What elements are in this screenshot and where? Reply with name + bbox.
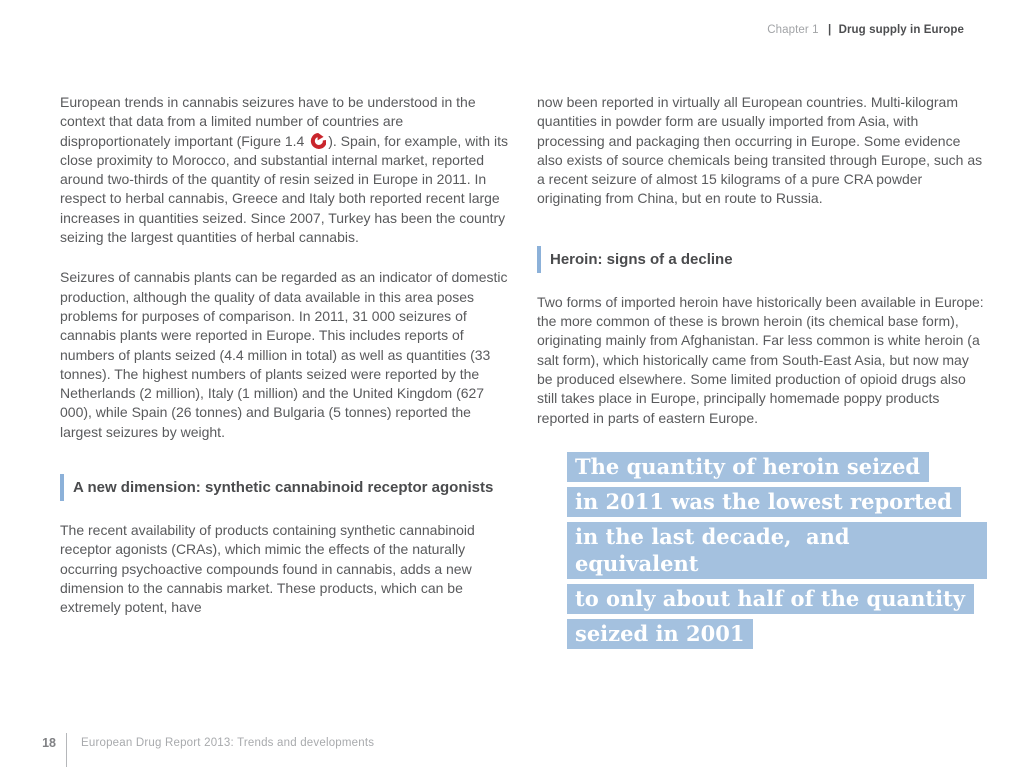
pull-quote-row [567,584,987,619]
left-column [60,93,510,618]
figure-link-icon[interactable] [310,133,326,149]
pull-quote-row [567,619,987,654]
header-separator: | [827,24,832,36]
pull-quote-line: to only about half of the quantity [567,584,974,614]
section-heading-heroin-decline: Heroin: signs of a decline [537,246,987,273]
chapter-title: Drug supply in Europe [838,24,964,36]
footer-divider [66,733,67,767]
pull-quote-line: in the last decade, and equivalent [567,522,987,579]
pull-quote-line: in 2011 was the lowest reported [567,487,961,517]
pull-quote-row [567,522,987,584]
paragraph-text-after-link: ). Spain, for example, with its close proximity to Morocco, and substantial internal market, reported around two-thirds of the quantity of resin seized in Europe in 2011. In respect to herbal cannabis, Greece and Italy both reported recent large increases in quantities seized. Since 2007, Turkey has been the country seizing the largest quantities of herbal cannabis. [60,132,508,246]
paragraph-cannabis-seizures [60,93,510,247]
pull-quote [567,452,987,654]
pull-quote-row [567,487,987,522]
paragraph-cra-availability: The recent availability of products containing synthetic cannabinoid receptor agonists (CRAs), which mimic the effects of the naturally occurring psychoactive compounds found in cannabis, adds a new dimension to the cannabis market. These products, which can be extremely potent, have [60,522,475,616]
pull-quote-line: The quantity of heroin seized [567,452,929,482]
running-header [767,24,964,36]
page-footer [36,733,374,767]
page-number: 18 [42,736,56,750]
right-column [537,93,987,654]
pull-quote-row [567,452,987,487]
paragraph-cra-continued: now been reported in virtually all European countries. Multi-kilogram quantities in powder form are usually imported from Asia, with processing and packaging then occurring in Europe. Some evidence also exists of source chemicals being transited through Europe, such as a recent seizure of almost 15 kilograms of a pure CRA powder originating from China, but en route to Russia. [537,94,983,207]
pull-quote-line: seized in 2001 [567,619,753,649]
paragraph-cannabis-plants: Seizures of cannabis plants can be regarded as an indicator of domestic production, although the quality of data available in this area poses problems for purposes of comparison. In 2011, 31 000 seizures of cannabis plants were reported in Europe. This includes reports of numbers of plants seized (4.4 million in total) as well as quantities (33 tonnes). The highest numbers of plants seized were reported by the Netherlands (2 million), Italy (1 million) and the United Kingdom (627 000), while Spain (26 tonnes) and Bulgaria (5 tonnes) reported the largest seizures by weight. [60,269,508,440]
section-heading-synthetic-cannabinoid: A new dimension: synthetic cannabinoid receptor agonists [60,474,510,501]
paragraph-heroin-forms: Two forms of imported heroin have historically been available in Europe: the more common of these is brown heroin (its chemical base form), originating mainly from Afghanistan. Far less common is white heroin (a salt form), which historically came from South-East Asia, but now may be produced elsewhere. Some limited production of opioid drugs also still takes place in Europe, principally homemade poppy products reported in parts of eastern Europe. [537,293,984,426]
paragraph-text-before-link: European trends in cannabis seizures have to be understood in the context that data from a limited number of countries are disproportionately important (Figure 1.4 [60,94,476,149]
report-title: European Drug Report 2013: Trends and developments [81,737,375,749]
chapter-label: Chapter 1 [767,24,819,36]
